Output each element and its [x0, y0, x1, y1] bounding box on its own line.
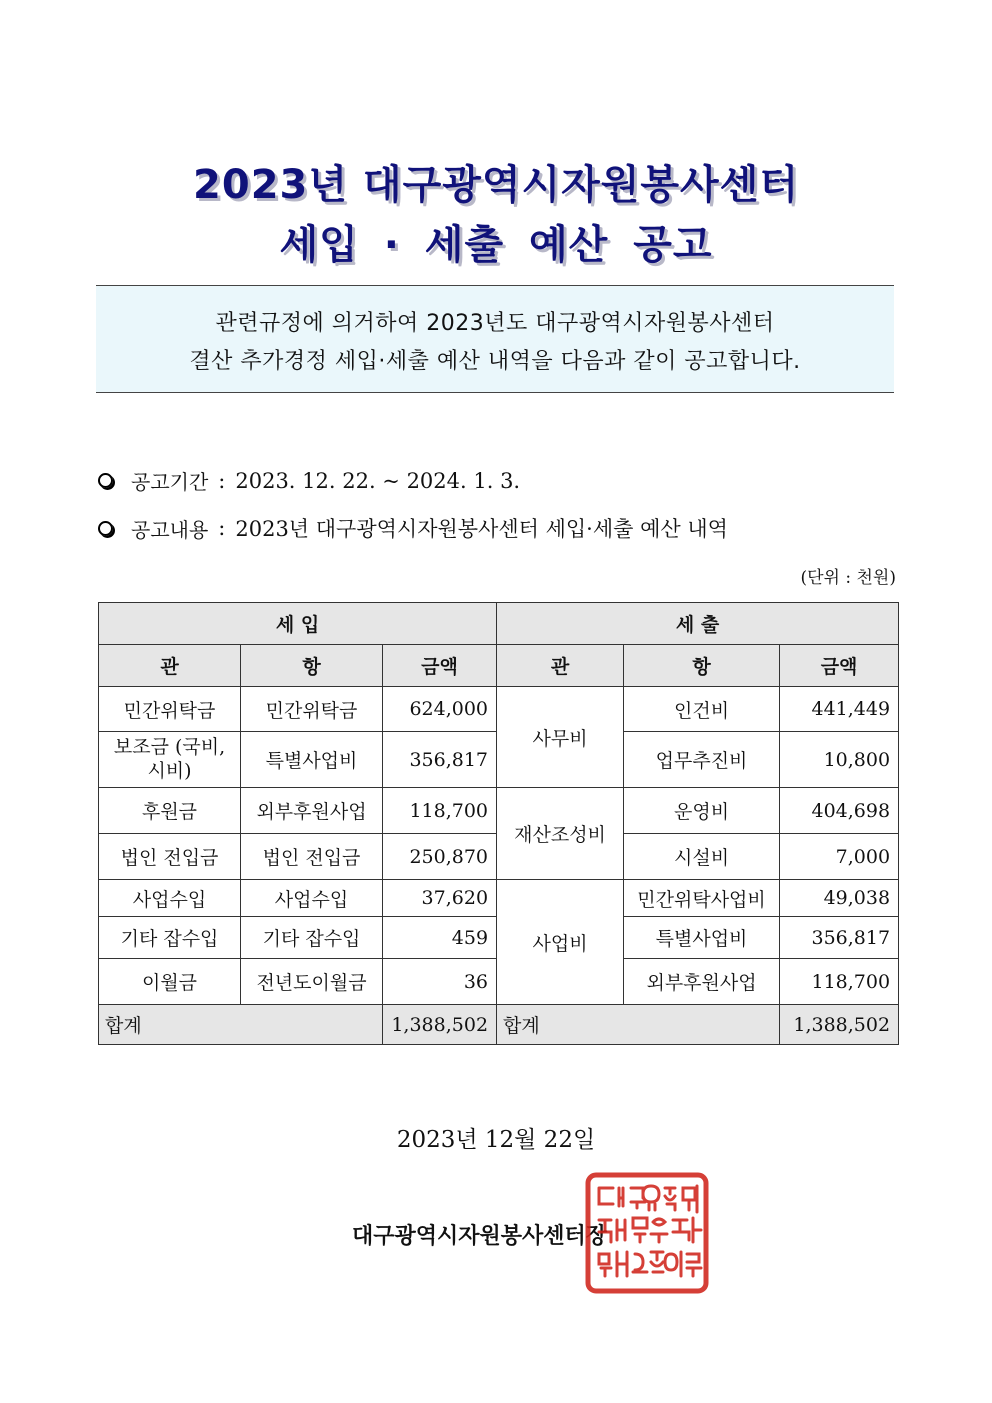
expense-total: 1,388,502 — [780, 1005, 899, 1045]
expense-group: 사무비 — [497, 687, 624, 788]
expense-amount: 10,800 — [780, 732, 899, 788]
info-content — [98, 513, 728, 543]
revenue-amount: 459 — [383, 917, 497, 959]
table-row — [99, 687, 899, 732]
notice-line2: 결산 추가경정 세입·세출 예산 내역을 다음과 같이 공고합니다. — [189, 349, 801, 374]
expense-header: 세 출 — [497, 603, 899, 645]
total-row — [99, 1005, 899, 1045]
expense-hang: 인건비 — [624, 687, 780, 732]
issue-date: 2023년 12월 22일 — [396, 1127, 596, 1153]
page-title-line2: 세입 · 세출 예산 공고 — [279, 222, 713, 268]
revenue-amount: 624,000 — [383, 687, 497, 732]
budget-table — [98, 602, 899, 1045]
unit-label: (단위 : 천원) — [800, 568, 896, 588]
revenue-hang: 사업수입 — [241, 880, 383, 917]
notice-box — [96, 285, 894, 393]
revenue-amount: 250,870 — [383, 834, 497, 880]
expense-amount: 441,449 — [780, 687, 899, 732]
revenue-hang: 기타 잡수입 — [241, 917, 383, 959]
expense-hang: 업무추진비 — [624, 732, 780, 788]
notice-line1: 관련규정에 의거하여 2023년도 대구광역시자원봉사센터 — [215, 311, 775, 336]
revenue-hang: 전년도이월금 — [241, 959, 383, 1005]
circle-bullet-icon — [98, 521, 113, 536]
revenue-total: 1,388,502 — [383, 1005, 497, 1045]
expense-hang: 운영비 — [624, 788, 780, 834]
revenue-header: 세 입 — [99, 603, 497, 645]
signer-name: 대구광역시자원봉사센터장 — [352, 1224, 608, 1249]
table-row — [99, 880, 899, 917]
info-period — [98, 466, 520, 495]
revenue-hang: 특별사업비 — [241, 732, 383, 788]
expense-hang: 외부후원사업 — [624, 959, 780, 1005]
circle-bullet-icon — [98, 473, 113, 488]
content-value: 2023년 대구광역시자원봉사센터 세입·세출 예산 내역 — [235, 517, 728, 541]
revenue-gwan: 보조금 (국비, 시비) — [99, 732, 241, 788]
revenue-gwan: 민간위탁금 — [99, 687, 241, 732]
revenue-amount: 36 — [383, 959, 497, 1005]
revenue-gwan: 사업수입 — [99, 880, 241, 917]
content-label: 공고내용 — [131, 517, 209, 542]
page-title-line1: 2023년 대구광역시자원봉사센터 — [193, 162, 799, 208]
content-separator: : — [218, 516, 226, 540]
official-seal-icon — [585, 1172, 709, 1294]
revenue-gwan: 법인 전입금 — [99, 834, 241, 880]
expense-amount: 356,817 — [780, 917, 899, 959]
revenue-amount: 356,817 — [383, 732, 497, 788]
col-revenue-gwan: 관 — [99, 645, 241, 687]
col-revenue-amount: 금액 — [383, 645, 497, 687]
expense-group: 사업비 — [497, 880, 624, 1005]
revenue-gwan: 기타 잡수입 — [99, 917, 241, 959]
revenue-gwan: 이월금 — [99, 959, 241, 1005]
period-value: 2023. 12. 22. ~ 2024. 1. 3. — [235, 468, 521, 493]
expense-amount: 49,038 — [780, 880, 899, 917]
revenue-gwan: 후원금 — [99, 788, 241, 834]
col-expense-amount: 금액 — [780, 645, 899, 687]
period-separator: : — [218, 468, 226, 493]
expense-hang: 민간위탁사업비 — [624, 880, 780, 917]
expense-total-label: 합계 — [497, 1005, 780, 1045]
expense-hang: 시설비 — [624, 834, 780, 880]
revenue-hang: 민간위탁금 — [241, 687, 383, 732]
col-expense-gwan: 관 — [497, 645, 624, 687]
revenue-total-label: 합계 — [99, 1005, 383, 1045]
col-revenue-hang: 항 — [241, 645, 383, 687]
expense-amount: 118,700 — [780, 959, 899, 1005]
col-expense-hang: 항 — [624, 645, 780, 687]
revenue-amount: 118,700 — [383, 788, 497, 834]
expense-hang: 특별사업비 — [624, 917, 780, 959]
revenue-amount: 37,620 — [383, 880, 497, 917]
period-label: 공고기간 — [131, 470, 209, 494]
expense-amount: 7,000 — [780, 834, 899, 880]
expense-group: 재산조성비 — [497, 788, 624, 880]
revenue-hang: 외부후원사업 — [241, 788, 383, 834]
expense-amount: 404,698 — [780, 788, 899, 834]
revenue-hang: 법인 전입금 — [241, 834, 383, 880]
table-row — [99, 788, 899, 834]
